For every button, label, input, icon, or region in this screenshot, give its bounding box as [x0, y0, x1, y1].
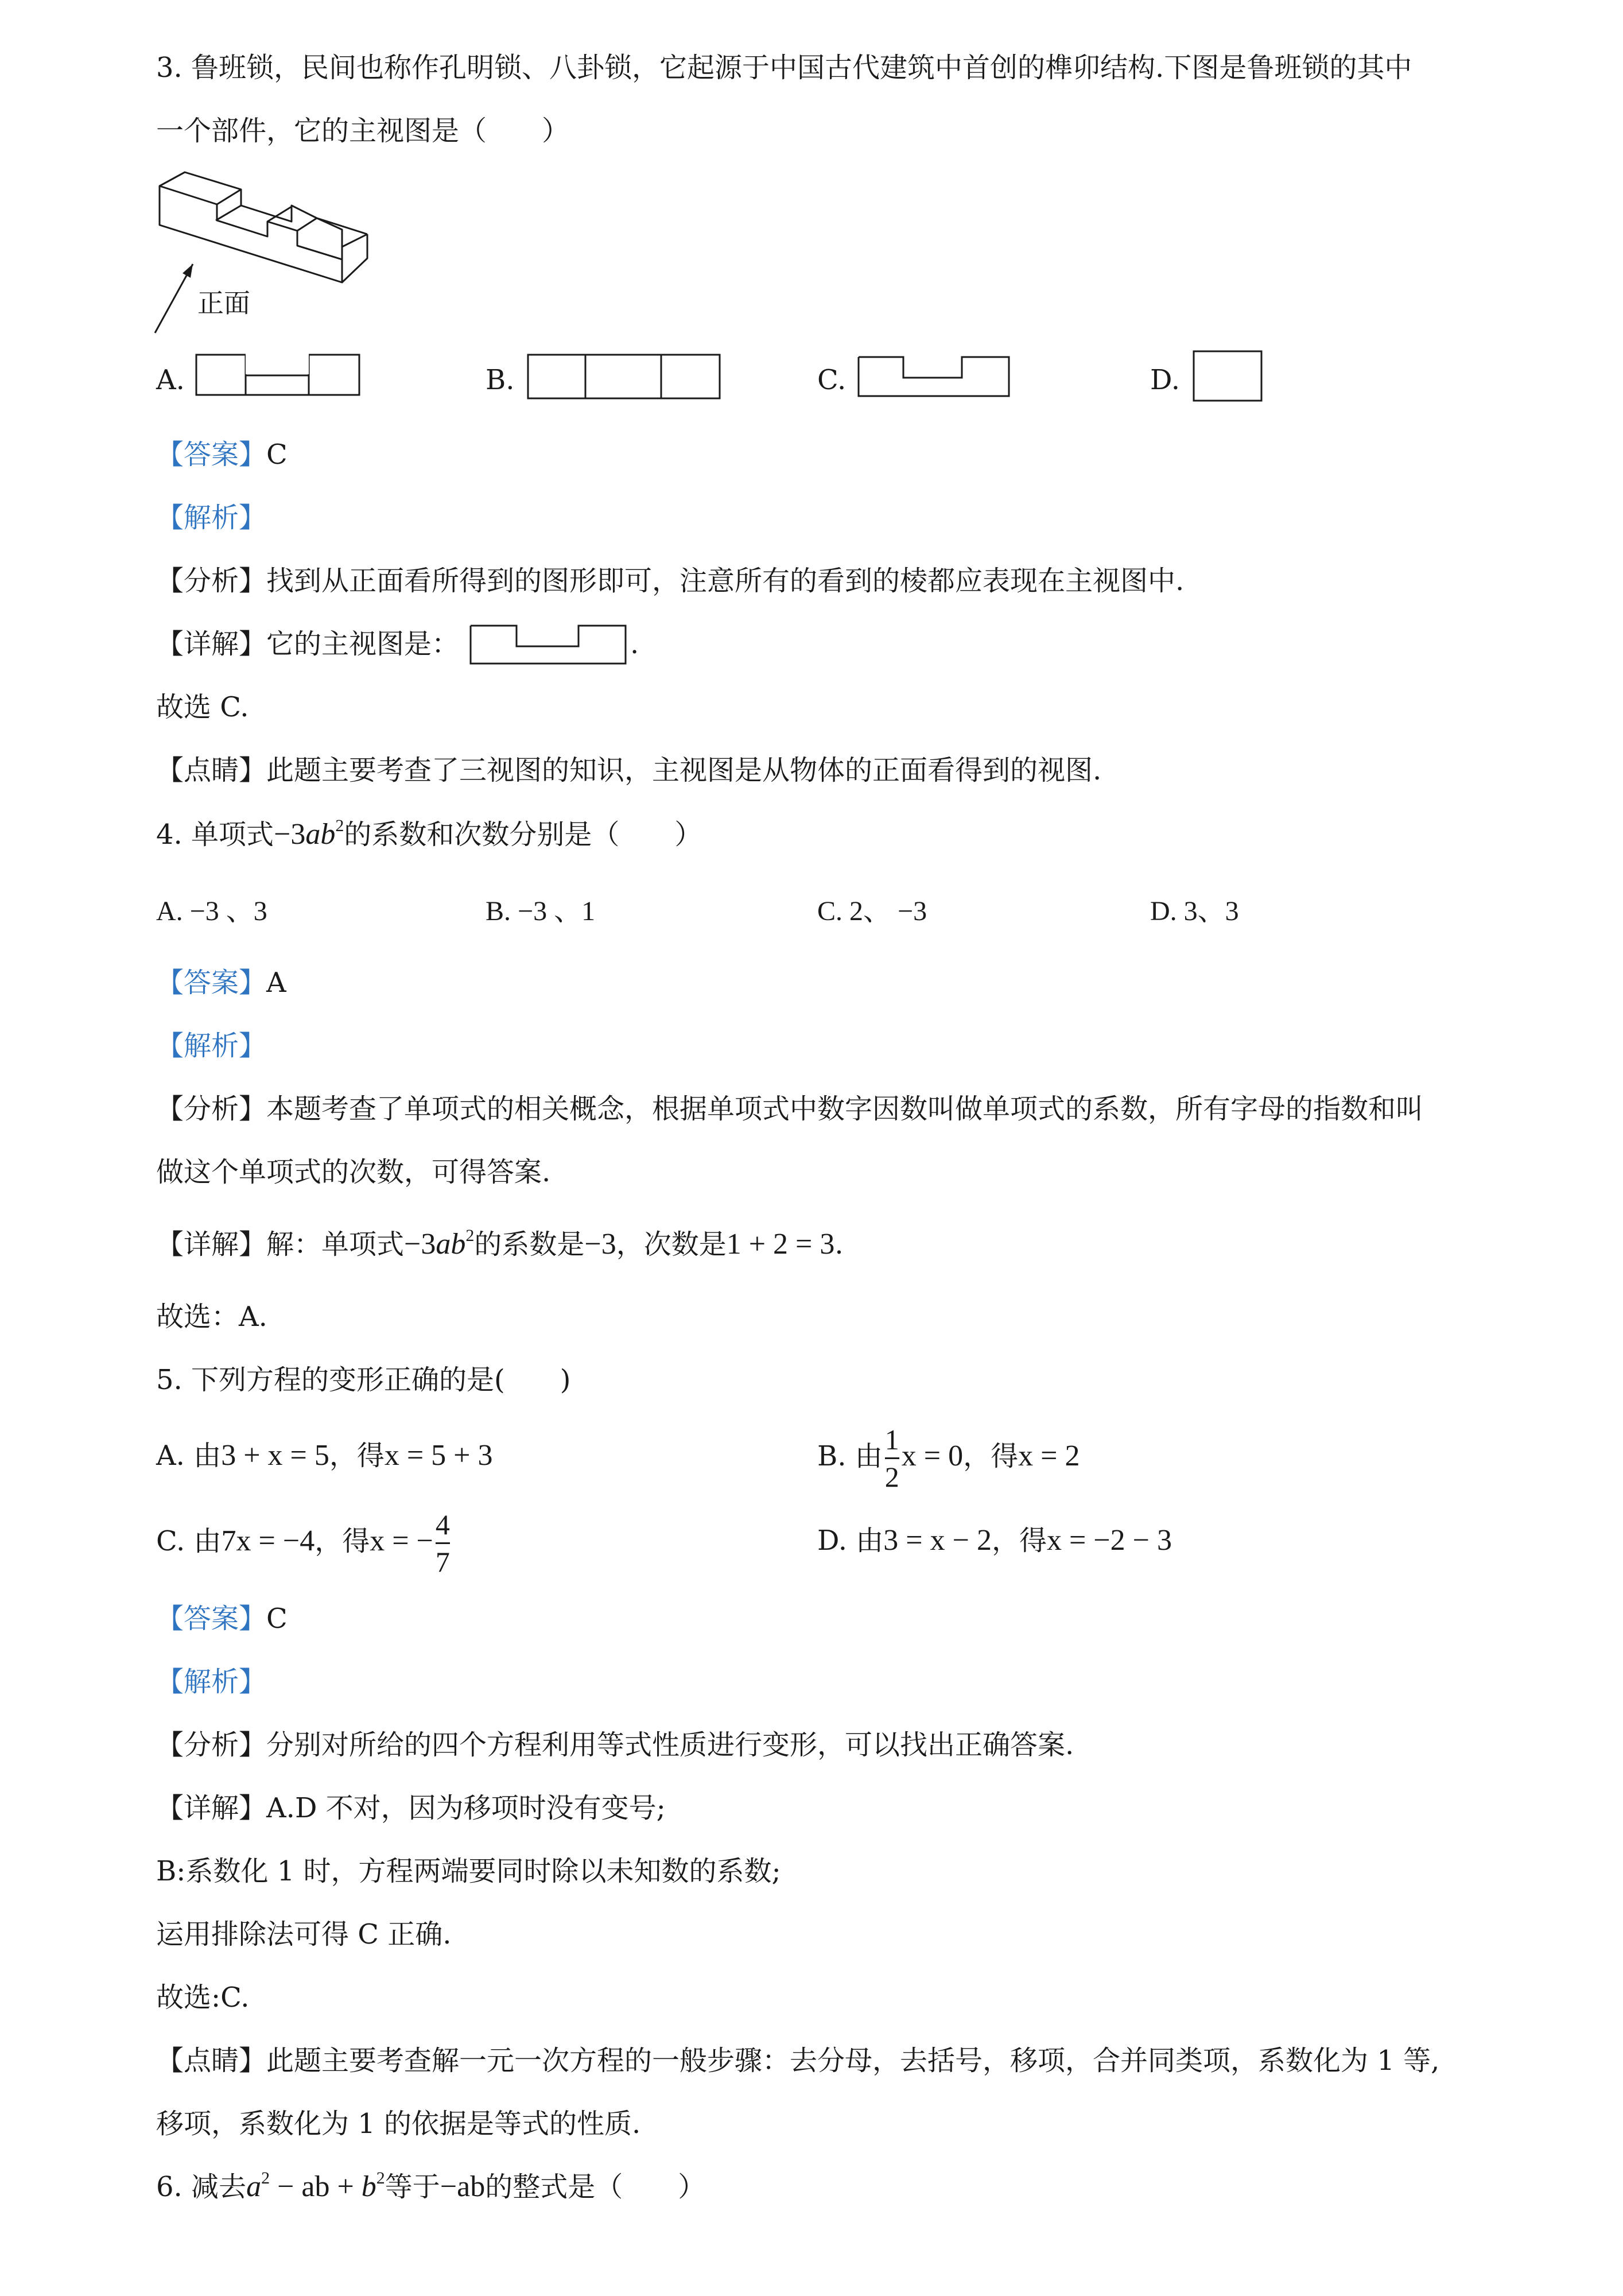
dianjing-tag: 【点睛】	[156, 754, 267, 786]
q5-b-eq1: x = 0	[901, 1440, 964, 1472]
q3-xiangjie	[156, 626, 459, 662]
q4-option-b: B. −3 、1	[486, 896, 596, 926]
q3-option-d-figure	[1193, 350, 1265, 403]
xiangjie-tag: 【详解】	[156, 1792, 267, 1824]
q3-main-view-figure	[469, 623, 630, 667]
q5-answer	[156, 1600, 288, 1637]
q5-option-a	[156, 1437, 493, 1474]
answer-value: C	[266, 1603, 288, 1635]
xiangjie-tag: 【详解】	[156, 628, 267, 660]
q3-stem-line2: 一个部件，它的主视图是（ ）	[156, 115, 570, 147]
q5-b-eq2: x = 2	[1018, 1440, 1080, 1472]
q3-stem-line1: 3. 鲁班锁，民间也称作孔明锁、八卦锁，它起源于中国古代建筑中首创的榫卯结构.下图是鲁班锁的其中	[156, 52, 1412, 84]
q4-stem	[156, 816, 702, 853]
q5-c-num: 4	[435, 1508, 450, 1541]
q5-b-fraction	[885, 1423, 899, 1494]
q3-option-b-label: B.	[486, 364, 515, 396]
q5-xiangjie-line1	[156, 1790, 666, 1826]
xiangjie-value: −3	[584, 1228, 616, 1261]
q4-xiangjie	[156, 1226, 844, 1263]
q4-fenxi-line1	[156, 1091, 1423, 1127]
q5-c-pre: C. 由	[156, 1525, 222, 1557]
fenxi-tag: 【分析】	[156, 565, 267, 597]
xiangjie-tag: 【详解】	[156, 1228, 267, 1261]
q6-b-exp: 2	[376, 2169, 385, 2188]
answer-value: A	[266, 967, 286, 999]
q5-d-eq1: 3 = x − 2	[883, 1524, 992, 1557]
fenxi-text: 本题考查了单项式的相关概念，根据单项式中数字因数叫做单项式的系数，所有字母的指数和叫	[266, 1093, 1424, 1125]
answer-tag: 【答案】	[156, 1603, 267, 1635]
q6-neg-ab: −ab	[440, 2170, 486, 2203]
q4-option-c: C. 2、 −3	[817, 896, 927, 926]
dianjing-tag: 【点睛】	[156, 2045, 267, 2077]
q6-polynomial	[246, 2170, 385, 2203]
q5-b-num: 1	[884, 1424, 899, 1456]
q5-b-pre: B. 由	[817, 1440, 883, 1472]
xiangjie-text: 它的主视图是：	[266, 628, 460, 660]
q6-a-exp: 2	[261, 2169, 270, 2188]
q5-d-eq2: x = −2 − 3	[1046, 1524, 1172, 1557]
q4-stem-pre: 4. 单项式	[156, 819, 274, 851]
q6-stem-post: 的整式是（ ）	[485, 2171, 706, 2203]
q5-option-c	[156, 1504, 452, 1578]
xiangjie-end: .	[834, 1228, 844, 1261]
q6-stem-mid: 等于	[385, 2171, 440, 2203]
q5-d-mid: ，得	[991, 1525, 1047, 1557]
q5-a-eq1: 3 + x = 5	[221, 1439, 329, 1472]
q3-option-a-figure	[195, 352, 362, 398]
q4-analysis	[156, 1027, 266, 1064]
q5-a-mid: ，得	[329, 1440, 385, 1472]
q5-option-d	[817, 1522, 1172, 1559]
lock-part-figure	[155, 161, 396, 339]
q5-fenxi	[156, 1727, 1074, 1763]
q3-answer	[156, 436, 288, 473]
xiangjie-degree: 1 + 2 = 3	[726, 1228, 835, 1261]
q6-a: a	[246, 2170, 262, 2203]
fenxi-tag: 【分析】	[156, 1729, 267, 1761]
q6-stem-pre: 6. 减去	[156, 2171, 247, 2203]
q5-a-pre: A. 由	[156, 1440, 222, 1472]
q6-mid-terms: − ab +	[270, 2170, 362, 2203]
q5-analysis	[156, 1663, 266, 1700]
xiangjie-mid2: ，次数是	[616, 1228, 727, 1261]
q5-xiangjie-line2: B:系数化 1 时，方程两端要同时除以未知数的系数;	[156, 1855, 781, 1887]
xiangjie-mid: 的系数是	[474, 1228, 585, 1261]
q5-c-eq2: x = −	[370, 1525, 433, 1557]
q5-c-eq1: 7x = −4	[221, 1525, 315, 1557]
q5-conclusion: 故选:C.	[156, 1981, 250, 2014]
q5-c-mid: ，得	[314, 1525, 370, 1557]
xiangjie-monomial	[404, 1228, 474, 1261]
q3-analysis	[156, 499, 266, 536]
q5-b-den: 2	[884, 1461, 899, 1493]
fenxi-tag: 【分析】	[156, 1093, 267, 1125]
q3-xiangjie-end: .	[630, 628, 639, 660]
q5-c-den: 7	[435, 1546, 450, 1578]
q3-option-b-figure	[527, 352, 722, 401]
q5-a-eq2: x = 5 + 3	[384, 1439, 493, 1472]
q4-option-d: D. 3、3	[1150, 896, 1239, 926]
q3-option-c-figure	[857, 355, 1012, 398]
dianjing-text: 此题主要考查解一元一次方程的一般步骤：去分母，去括号，移项，合并同类项，系数化为 1 等,	[266, 2045, 1440, 2077]
answer-value: C	[266, 439, 288, 471]
front-label: 正面	[197, 288, 250, 319]
fenxi-text: 找到从正面看所得到的图形即可，注意所有的看到的棱都应表现在主视图中.	[266, 565, 1185, 597]
answer-tag: 【答案】	[156, 967, 267, 999]
q3-fenxi	[156, 563, 1184, 599]
q4-fenxi-line2: 做这个单项式的次数，可得答案.	[156, 1156, 551, 1188]
q6-b: b	[361, 2170, 376, 2203]
xiangjie-var: ab	[436, 1228, 466, 1261]
xiangjie-pre: 解：单项式	[266, 1228, 405, 1261]
q4-stem-post: 的系数和次数分别是（ ）	[344, 819, 702, 851]
q4-var: ab	[305, 818, 336, 851]
q4-coef: −3	[274, 818, 306, 851]
q3-option-a-label: A.	[156, 364, 185, 396]
q4-stem-math	[274, 818, 344, 851]
q5-d-pre: D. 由	[817, 1525, 884, 1557]
q5-b-mid: ，得	[963, 1440, 1019, 1472]
analysis-tag: 【解析】	[156, 1030, 267, 1062]
q4-exp: 2	[335, 816, 344, 835]
q4-option-a: A. −3 、3	[156, 896, 267, 926]
q5-xiangjie-line3: 运用排除法可得 C 正确.	[156, 1918, 452, 1950]
answer-tag: 【答案】	[156, 439, 267, 471]
q3-dianjing	[156, 752, 1101, 789]
q4-answer	[156, 964, 286, 1001]
xiangjie-exp: 2	[465, 1226, 475, 1245]
q5-c-fraction	[436, 1508, 450, 1578]
xiangjie-coef: −3	[404, 1228, 436, 1261]
dianjing-text: 此题主要考查了三视图的知识，主视图是从物体的正面看得到的视图.	[266, 754, 1102, 786]
q6-stem	[156, 2169, 705, 2205]
q5-stem: 5. 下列方程的变形正确的是( )	[156, 1364, 571, 1396]
q3-option-c-label: C.	[817, 364, 847, 396]
q3-option-d-label: D.	[1150, 364, 1181, 396]
xiangjie-text: A.D 不对，因为移项时没有变号;	[266, 1792, 666, 1824]
q5-option-b	[817, 1419, 1080, 1494]
analysis-tag: 【解析】	[156, 1666, 267, 1698]
q3-conclusion: 故选 C.	[156, 691, 249, 723]
q4-conclusion: 故选：A.	[156, 1301, 267, 1333]
fenxi-text: 分别对所给的四个方程利用等式性质进行变形，可以找出正确答案.	[266, 1729, 1074, 1761]
q5-dianjing-line1	[156, 2042, 1439, 2079]
analysis-tag: 【解析】	[156, 502, 267, 534]
q5-dianjing-line2: 移项，系数化为 1 的依据是等式的性质.	[156, 2108, 641, 2140]
